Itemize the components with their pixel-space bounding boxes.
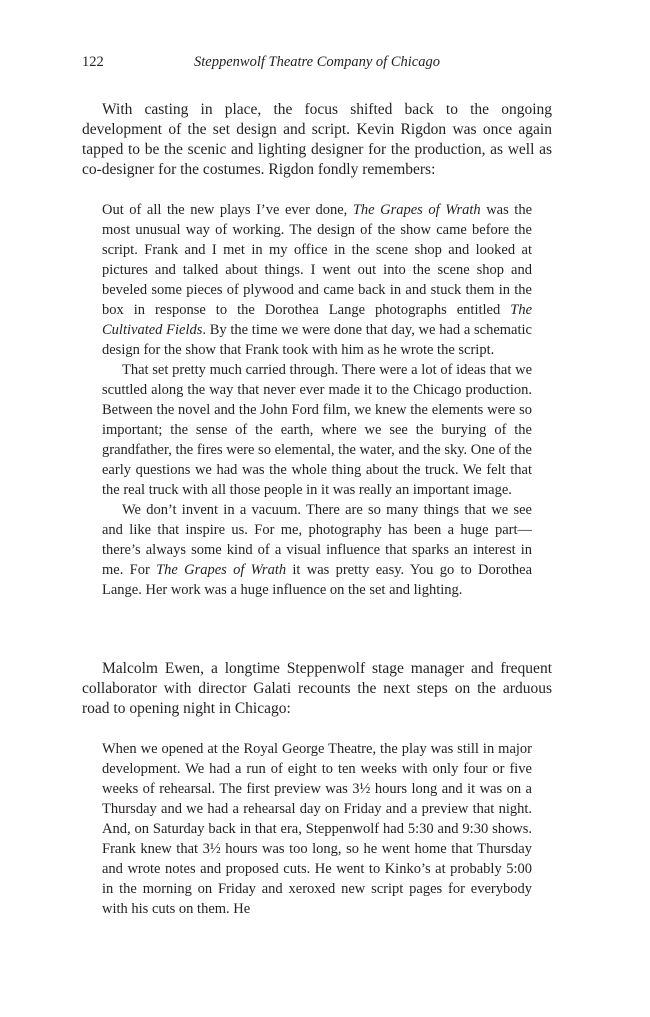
quote-paragraph-2: That set pretty much carried through. There were a lot of ideas that we scuttled along the way that never ever made it to the Chicago production. Between the novel and the John Ford film, we knew the elements were so important; the sense of the earth, where we see the burying of the grandfather, the fires were so elemental, the water, and the sky. One of the early questions we had was the whole thing about the truck. We felt that the real truck with all those people in it was really an important image. (102, 362, 532, 498)
paragraph-text: With casting in place, the focus shifted back to the ongoing development of the set design and script. Kevin Rigdon was once again tapped to be the scenic and lighting designer for the production, as well as co-designer for the costumes. Rigdon fondly remembers: (82, 101, 552, 178)
quote-paragraph-1: When we opened at the Royal George Theatre, the play was still in major development. We had a run of eight to ten weeks with only four or five weeks of rehearsal. The first preview was 3½ hours long and it was on a Thursday and we had a rehearsal day on Friday and a preview that night. And, on Saturday back in that era, Steppenwolf had 5:30 and 9:30 shows. Frank knew that 3½ hours was too long, so he went home that Thursday and wrote notes and proposed cuts. He went to Kinko’s at probably 5:00 in the morning on Friday and xeroxed new script pages for everybody with his cuts on them. He (102, 741, 532, 917)
book-title-italic: The Grapes of Wrath (352, 202, 481, 218)
running-head (82, 52, 552, 72)
quote-text: . By the time we were done that day, we had a schematic design for the show that Frank took with him as he wrote the script. (102, 322, 532, 358)
block-quote-ewen (102, 739, 532, 919)
running-title: Steppenwolf Theatre Company of Chicago (194, 54, 440, 70)
page-number: 122 (82, 54, 104, 70)
paragraph-text: Malcolm Ewen, a longtime Steppenwolf stage manager and frequent collaborator with director Galati recounts the next steps on the arduous road to opening night in Chicago: (82, 660, 552, 717)
body-paragraph-2 (82, 659, 552, 719)
quote-text: Out of all the new plays I’ve ever done, (102, 202, 353, 218)
body-paragraph-1 (82, 100, 552, 180)
quote-paragraph-3 (102, 500, 532, 600)
quote-paragraph-1 (102, 200, 532, 360)
photo-series-title-italic: The Cultivated Fields (102, 302, 532, 338)
block-quote-rigdon (102, 200, 532, 600)
book-title-italic: The Grapes of Wrath (156, 562, 287, 578)
quote-text: was the most unusual way of working. The design of the show came before the script. Frank and I met in my office in the scene shop and looked at pictures and talked about things. I went out into the scene shop and beveled some pieces of plywood and came back in and stuck them in the box in response to the Dorothea Lange photographs entitled (102, 202, 532, 318)
quote-text: it was pretty easy. You go to Dorothea Lange. Her work was a huge influence on the set and lighting. (102, 562, 533, 598)
quote-text: We don’t invent in a vacuum. There are so many things that we see and like that inspire us. For me, photography has been a huge part—there’s always some kind of a visual influence that sparks an interest in me. For (102, 502, 532, 578)
